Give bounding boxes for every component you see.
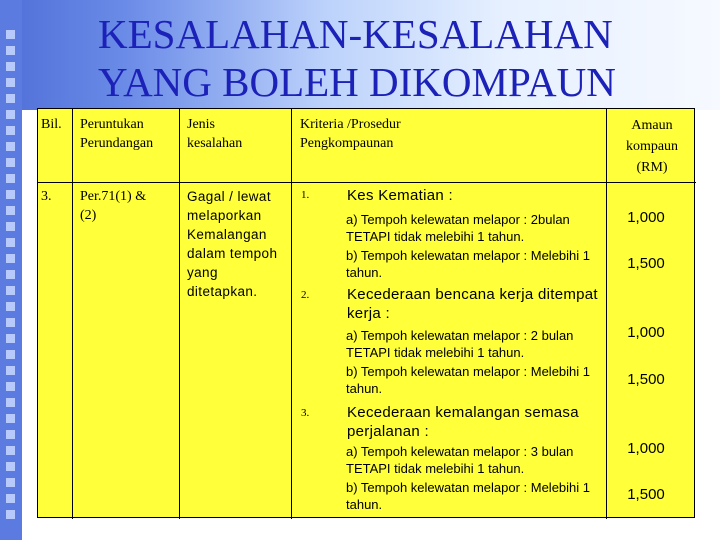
decor-square bbox=[6, 126, 15, 135]
criteria-item-b bbox=[346, 247, 604, 281]
column-divider bbox=[179, 109, 180, 519]
criteria-item-a-line2: TETAPI tidak melebihi 1 tahun. bbox=[346, 461, 525, 476]
row-jenis bbox=[187, 187, 277, 301]
decor-square bbox=[6, 478, 15, 487]
criteria-item-b bbox=[346, 479, 604, 513]
amount-value: 1,000 bbox=[627, 440, 665, 457]
header-peruntukan-line2: Perundangan bbox=[80, 136, 154, 151]
amount-value: 1,500 bbox=[627, 255, 665, 272]
decor-square bbox=[6, 30, 15, 39]
criteria-item-b-line2: tahun. bbox=[346, 497, 383, 512]
header-amaun-line1: Amaun bbox=[631, 118, 673, 133]
amount-value: 1,500 bbox=[627, 486, 665, 503]
decor-square bbox=[6, 366, 15, 375]
criteria-item-b-line2: tahun. bbox=[346, 381, 383, 396]
title-line-1: KESALAHAN-KESALAHAN bbox=[98, 11, 613, 57]
compound-offence-table bbox=[37, 108, 695, 518]
decor-square bbox=[6, 94, 15, 103]
decor-square bbox=[6, 302, 15, 311]
criteria-item-a bbox=[346, 211, 604, 245]
decor-square bbox=[6, 62, 15, 71]
decor-square bbox=[6, 78, 15, 87]
row-peruntukan-line1: Per.71(1) & bbox=[80, 189, 147, 204]
criteria-number: 3. bbox=[301, 407, 310, 419]
row-jenis-line: melaporkan bbox=[187, 208, 262, 223]
decor-square bbox=[6, 462, 15, 471]
decor-square bbox=[6, 334, 15, 343]
decor-square bbox=[6, 286, 15, 295]
criteria-item-a-line2: TETAPI tidak melebihi 1 tahun. bbox=[346, 345, 525, 360]
row-bil: 3. bbox=[41, 189, 52, 204]
header-bil: Bil. bbox=[41, 117, 62, 132]
row-jenis-line: Gagal / lewat bbox=[187, 189, 271, 204]
criteria-item-a-line1: a) Tempoh kelewatan melapor : 3 bulan bbox=[346, 444, 574, 459]
header-amaun-line3: (RM) bbox=[636, 160, 668, 175]
decor-square bbox=[6, 494, 15, 503]
criteria-heading-line2: kerja : bbox=[347, 305, 390, 322]
criteria-item-b-line1: b) Tempoh kelewatan melapor : Melebihi 1 bbox=[346, 480, 591, 495]
header-kriteria-line2: Pengkompaunan bbox=[300, 136, 394, 151]
amount-value: 1,500 bbox=[627, 371, 665, 388]
criteria-item-b-line1: b) Tempoh kelewatan melapor : Melebihi 1 bbox=[346, 364, 591, 379]
row-jenis-line: dalam tempoh bbox=[187, 246, 278, 261]
decor-square bbox=[6, 222, 15, 231]
decor-square bbox=[6, 318, 15, 327]
header-jenis-line1: Jenis bbox=[187, 117, 215, 132]
header-kriteria-line1: Kriteria /Prosedur bbox=[300, 117, 401, 132]
column-divider bbox=[606, 109, 607, 519]
column-divider bbox=[72, 109, 73, 519]
header-peruntukan-line1: Peruntukan bbox=[80, 117, 144, 132]
criteria-number: 1. bbox=[301, 189, 310, 201]
row-peruntukan-line2: (2) bbox=[80, 208, 97, 223]
criteria-item-a-line2: TETAPI tidak melebihi 1 tahun. bbox=[346, 229, 525, 244]
decor-square bbox=[6, 110, 15, 119]
header-peruntukan bbox=[80, 115, 153, 153]
header-jenis-line2: kesalahan bbox=[187, 136, 243, 151]
header-divider bbox=[38, 182, 696, 183]
decor-square bbox=[6, 206, 15, 215]
row-jenis-line: yang bbox=[187, 265, 218, 280]
decor-square bbox=[6, 158, 15, 167]
decor-square bbox=[6, 174, 15, 183]
criteria-item-b bbox=[346, 363, 604, 397]
row-peruntukan bbox=[80, 187, 146, 225]
criteria-item-a bbox=[346, 443, 604, 477]
criteria-number: 2. bbox=[301, 289, 310, 301]
decor-square bbox=[6, 238, 15, 247]
criteria-item-b-line2: tahun. bbox=[346, 265, 383, 280]
amount-value: 1,000 bbox=[627, 209, 665, 226]
decor-square bbox=[6, 270, 15, 279]
decor-square bbox=[6, 446, 15, 455]
decor-square bbox=[6, 414, 15, 423]
amount-value: 1,000 bbox=[627, 324, 665, 341]
criteria-item-a-line1: a) Tempoh kelewatan melapor : 2bulan bbox=[346, 212, 570, 227]
decor-square bbox=[6, 430, 15, 439]
decor-square bbox=[6, 350, 15, 359]
criteria-item-a-line1: a) Tempoh kelewatan melapor : 2 bulan bbox=[346, 328, 574, 343]
header-amaun-line2: kompaun bbox=[625, 139, 679, 154]
header-jenis bbox=[187, 115, 242, 153]
decorative-left-strip bbox=[0, 0, 22, 540]
criteria-heading bbox=[347, 285, 598, 323]
row-jenis-line: Kemalangan bbox=[187, 227, 267, 242]
decor-square bbox=[6, 46, 15, 55]
row-jenis-line: ditetapkan. bbox=[187, 284, 258, 299]
title-line-2: YANG BOLEH DIKOMPAUN bbox=[98, 59, 616, 105]
criteria-item-b-line1: b) Tempoh kelewatan melapor : Melebihi 1 bbox=[346, 248, 591, 263]
criteria-heading-line2: perjalanan : bbox=[347, 423, 429, 440]
decor-square bbox=[6, 382, 15, 391]
header-amaun bbox=[610, 115, 694, 178]
column-divider bbox=[291, 109, 292, 519]
slide-title bbox=[98, 10, 698, 106]
criteria-heading bbox=[347, 403, 579, 441]
decor-square bbox=[6, 254, 15, 263]
decor-square bbox=[6, 398, 15, 407]
header-kriteria bbox=[300, 115, 401, 153]
criteria-heading-line1: Kecederaan kemalangan semasa bbox=[347, 404, 579, 421]
decor-square bbox=[6, 190, 15, 199]
decor-square bbox=[6, 142, 15, 151]
criteria-heading-line1: Kecederaan bencana kerja ditempat bbox=[347, 286, 598, 303]
decor-square bbox=[6, 510, 15, 519]
criteria-heading: Kes Kematian : bbox=[347, 187, 453, 204]
criteria-item-a bbox=[346, 327, 604, 361]
